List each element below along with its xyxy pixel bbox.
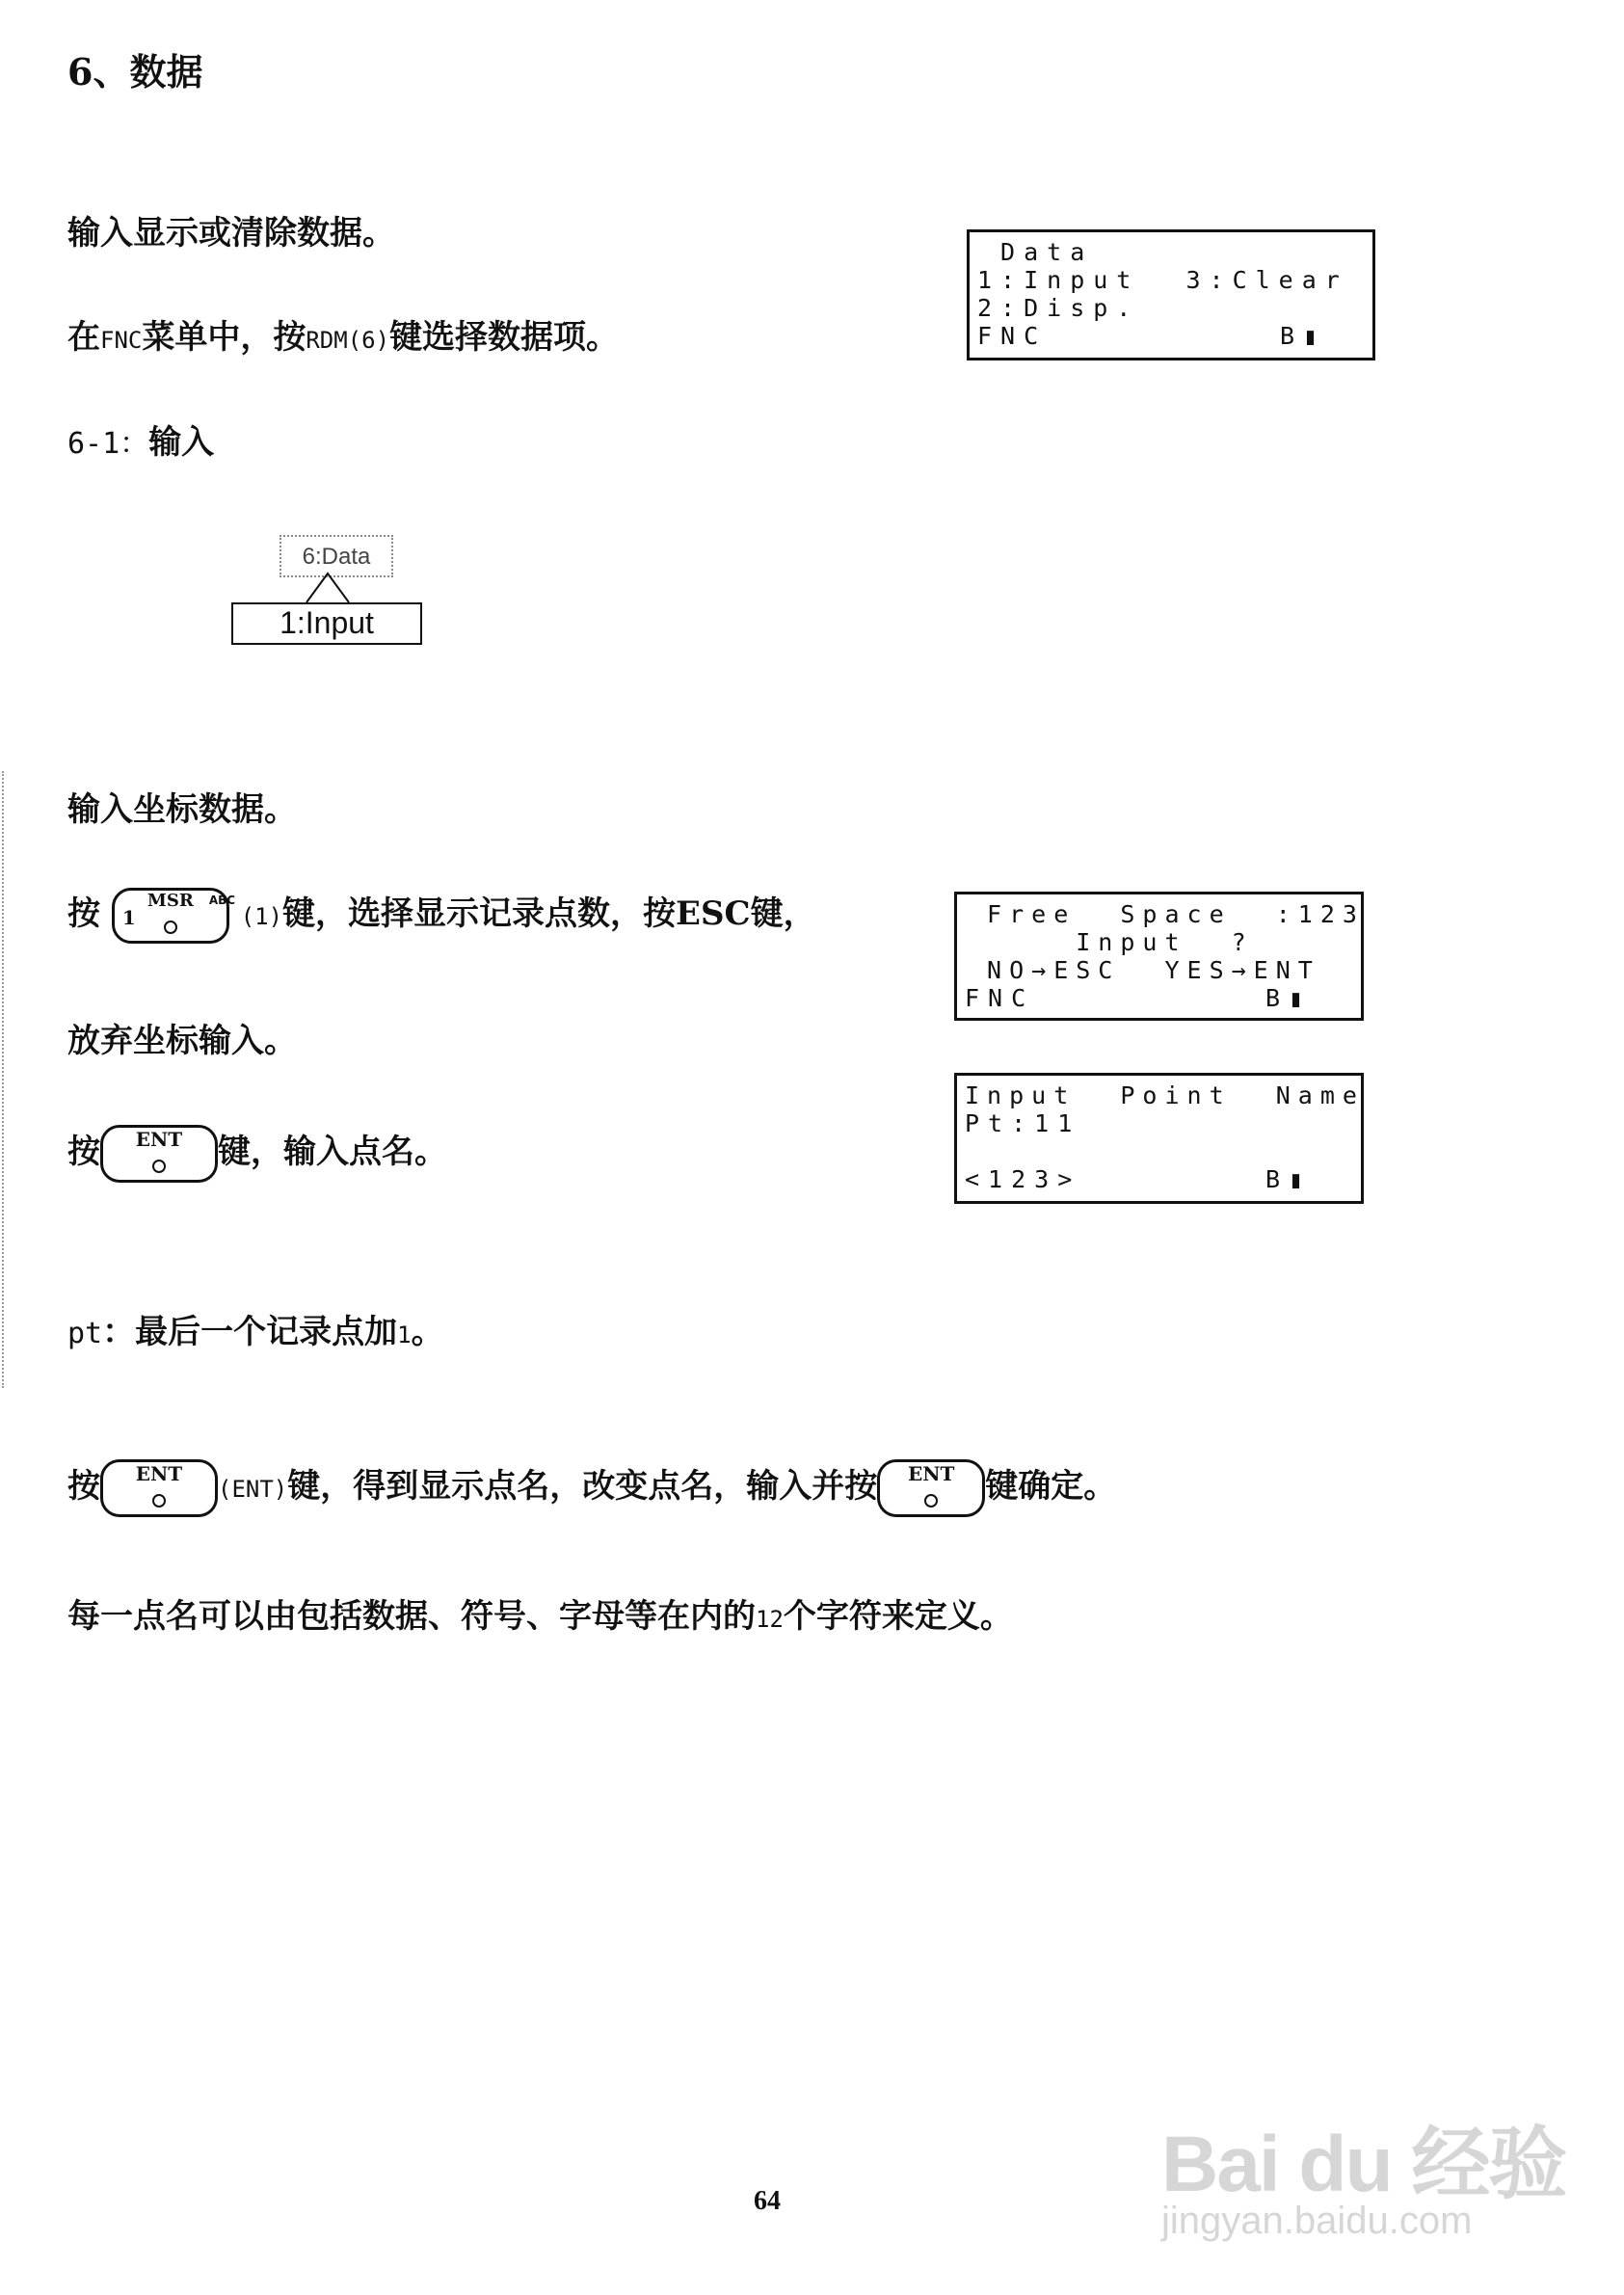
lcd2-line4-left: FNC [965, 984, 1035, 1012]
msr-small: (1) [240, 903, 283, 930]
section-number: 6-1： [67, 427, 149, 461]
lcd-free-space [954, 892, 1364, 1021]
fnc-label: FNC [100, 327, 143, 354]
lcd2-line4-right: B▮ [1265, 984, 1313, 1012]
msr-key-num: 1 [121, 906, 136, 929]
pt-num: 1 [397, 1321, 412, 1348]
msr-post: 键，选择显示记录点数，按ESC键， [282, 894, 816, 933]
msr-key-label: MSR [146, 891, 194, 911]
fnc-instruction [67, 318, 620, 357]
final-num: 12 [756, 1606, 784, 1633]
ent-key-3-label: ENT [908, 1462, 955, 1485]
lcd1-line2: 1:Input 3:Clear [977, 266, 1348, 294]
lcd-input-point-name [954, 1073, 1364, 1204]
final-post: 个字符来定义。 [783, 1597, 1013, 1636]
ent2-pre: 按 [67, 1467, 100, 1506]
section-title: 输入 [148, 423, 215, 462]
watermark-url: jingyan.baidu.com [1161, 2200, 1473, 2242]
ent-key-2-label: ENT [135, 1462, 183, 1485]
lcd1-line4-left: FNC [977, 322, 1048, 350]
ent-key-3-circle [924, 1494, 938, 1508]
lcd1-line1: Data [977, 238, 1094, 266]
fnc-pre: 在 [67, 318, 100, 357]
lcd1-line3: 2:Disp. [977, 294, 1140, 322]
msr-key-circle [164, 921, 177, 934]
lcd2-line1: Free Space :123 [965, 900, 1365, 928]
ent2-post: 键确定。 [985, 1467, 1117, 1506]
fnc-post: 键选择数据项。 [389, 318, 620, 357]
msr-pre: 按 [67, 894, 100, 933]
lcd3-line1: Input Point Name [965, 1081, 1365, 1109]
page-title: 6、数据 [67, 50, 203, 93]
abandon-text: 放弃坐标输入。 [67, 1022, 297, 1060]
lcd-data-menu [967, 229, 1375, 360]
ent-instruction-2 [67, 1455, 1116, 1517]
ent-key-1[interactable] [100, 1125, 218, 1183]
intro-text: 输入显示或清除数据。 [67, 214, 395, 253]
final-line [67, 1597, 1013, 1636]
scan-edge-mark [2, 771, 6, 1388]
msr-key-alpha: ABC [208, 894, 236, 907]
page-number: 64 [754, 2186, 781, 2216]
watermark-logo: Bai du 经验 [1161, 2121, 1566, 2208]
ent1-pre: 按 [67, 1133, 100, 1171]
fnc-mid: 菜单中，按 [142, 318, 306, 357]
ent-instruction-1 [67, 1121, 447, 1183]
ent2-mid: 键，得到显示点名，改变点名，输入并按 [287, 1467, 878, 1506]
ent-key-2[interactable] [100, 1459, 218, 1517]
rdm-key-label: RDM(6) [306, 327, 390, 354]
ent-key-1-label: ENT [135, 1128, 183, 1151]
menu-parent-data: 6:Data [280, 535, 393, 577]
section-heading [67, 423, 215, 462]
lcd1-line4-right: B▮ [1280, 322, 1327, 350]
pt-label: pt [67, 1317, 103, 1350]
lcd3-line2: Pt:11 [965, 1109, 1081, 1137]
pt-line [67, 1313, 444, 1351]
lcd3-line4-right: B▮ [1265, 1165, 1313, 1193]
ent-key-1-circle [152, 1160, 166, 1173]
pt-end: 。 [411, 1313, 444, 1351]
lcd3-line4-left: <123> [965, 1165, 1081, 1193]
lcd2-line3: NO→ESC YES→ENT [965, 956, 1320, 984]
pt-text: ：最后一个记录点加 [102, 1313, 398, 1351]
ent1-post: 键，输入点名。 [218, 1133, 447, 1171]
menu-child-input: 1:Input [231, 602, 422, 645]
ent-key-2-circle [152, 1494, 166, 1508]
msr-instruction [67, 885, 816, 943]
final-pre: 每一点名可以由包括数据、符号、字母等在内的 [67, 1597, 756, 1636]
ent2-small: (ENT) [218, 1476, 288, 1503]
coord-intro: 输入坐标数据。 [67, 790, 297, 829]
ent-key-3[interactable] [877, 1459, 985, 1517]
msr-key[interactable] [112, 888, 236, 944]
lcd2-line2: Input ? [965, 928, 1254, 956]
menu-diagram [231, 535, 424, 660]
